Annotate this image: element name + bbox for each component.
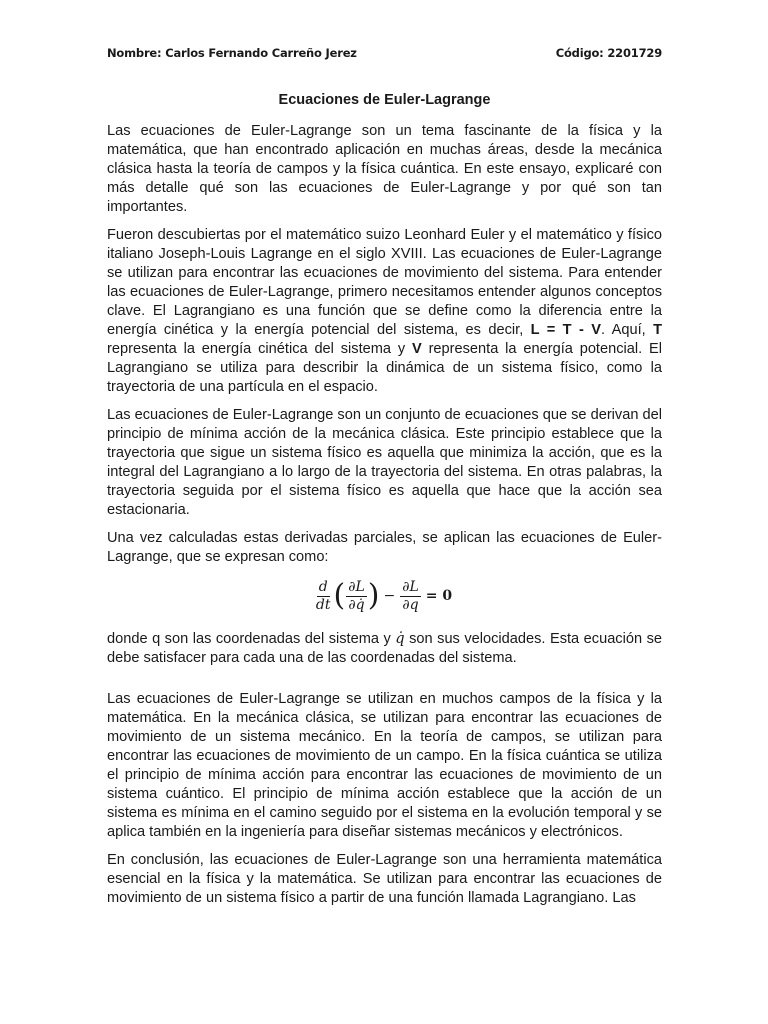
paragraph-text: Fueron descubiertas por el matemático suizo Leonhard Euler y el matemático y físico italiano Joseph-Louis Lagrange en el siglo XVIII. Las ecuaciones de Euler-Lagrange se utilizan para encontrar las ecuaciones de movimiento del sistema. Para entender las ecuaciones de Euler-Lagrange, primero necesitamos entender algunos conceptos clave. El Lagrangiano es una función que se define como la diferencia entre la energía cinética y la energía potencial del sistema, es decir, <box>107 227 662 338</box>
paragraph-history <box>107 226 662 397</box>
fraction-denominator: ∂q <box>402 596 419 613</box>
author-name: Nombre: Carlos Fernando Carreño Jerez <box>107 46 357 60</box>
paragraph-intro: Las ecuaciones de Euler-Lagrange son un tema fascinante de la física y la matemática, que han encontrado aplicación en muchas áreas, desde la mecánica clásica hasta la teoría de campos y la física cuántica. En este ensayo, explicaré con más detalle qué son las ecuaciones de Euler-Lagrange y por qué son tan importantes. <box>107 123 662 215</box>
paragraph-text: representa la energía potencial. El Lagrangiano se utiliza para describir la dinámica de un sistema físico, como la trayectoria de una partícula en el espacio. <box>107 341 662 395</box>
qdot-symbol: q̇ <box>395 630 405 647</box>
left-paren: ( <box>333 578 346 613</box>
paragraph-text: . Aquí, <box>600 322 654 338</box>
symbol-t: T <box>653 322 663 338</box>
euler-lagrange-equation <box>107 573 662 619</box>
document-title: Ecuaciones de Euler-Lagrange <box>278 92 491 108</box>
paragraph-applications: Las ecuaciones de Euler-Lagrange se utilizan en muchos campos de la física y la matemática. En la mecánica clásica, se utilizan para encontrar las ecuaciones de movimiento de un sistema mecánico. En la teoría de campos, se utilizan para encontrar las ecuaciones de movimiento de un campo. En la física cuántica se utiliza el principio de mínima acción para encontrar las ecuaciones de movimiento de un sistema cuántico. El principio de mínima acción establece que la acción de un sistema es mínima en el camino seguido por el sistema en la evolución temporal y se aplica también en la ingeniería para diseñar sistemas mecánicos y electrónicos. <box>107 691 662 840</box>
document-body <box>107 122 662 917</box>
paragraph-principle: Las ecuaciones de Euler-Lagrange son un conjunto de ecuaciones que se derivan del principio de mínima acción de la mecánica clásica. Este principio establece que la trayectoria que sigue un sistema físico es aquella que minimiza la acción, que es la integral del Lagrangiano a lo largo de la trayectoria del sistema. En otras palabras, la trayectoria seguida por el sistema físico es aquella que hace que la acción sea estacionaria. <box>107 407 662 518</box>
fraction-numerator: d <box>318 578 328 595</box>
student-code: Código: 2201729 <box>555 46 662 60</box>
paragraph-variables <box>107 629 662 668</box>
paragraph-equation-intro: Una vez calculadas estas derivadas parciales, se aplican las ecuaciones de Euler-Lagrange, que se expresan como: <box>107 530 662 565</box>
document-header <box>107 46 662 60</box>
fraction-denominator: dt <box>315 596 331 613</box>
partial-q-fraction <box>400 579 421 614</box>
lagrangian-formula: L = T - V <box>530 322 601 338</box>
fraction-numerator: ∂L <box>348 578 365 595</box>
paragraph-conclusion: En conclusión, las ecuaciones de Euler-Lagrange son una herramienta matemática esencial en la física y la matemática. Se utilizan para encontrar las ecuaciones de movimiento de un sistema físico a partir de una función llamada Lagrangiano. Las <box>107 852 662 906</box>
time-derivative-fraction <box>314 579 333 614</box>
partial-qdot-fraction <box>346 579 367 614</box>
fraction-denominator: ∂q̇ <box>348 596 365 613</box>
paragraph-text: son sus velocidades. Esta ecuación se debe satisfacer para cada una de las coordenadas del sistema. <box>107 631 662 666</box>
fraction-numerator: ∂L <box>402 578 419 595</box>
symbol-v: V <box>412 341 422 357</box>
minus-sign: − <box>383 587 396 604</box>
paragraph-text: donde q son las coordenadas del sistema y <box>107 631 396 647</box>
right-paren: ) <box>367 578 380 613</box>
paragraph-text: representa la energía cinética del sistema y <box>107 341 412 357</box>
equals-zero: = 0 <box>425 587 453 604</box>
